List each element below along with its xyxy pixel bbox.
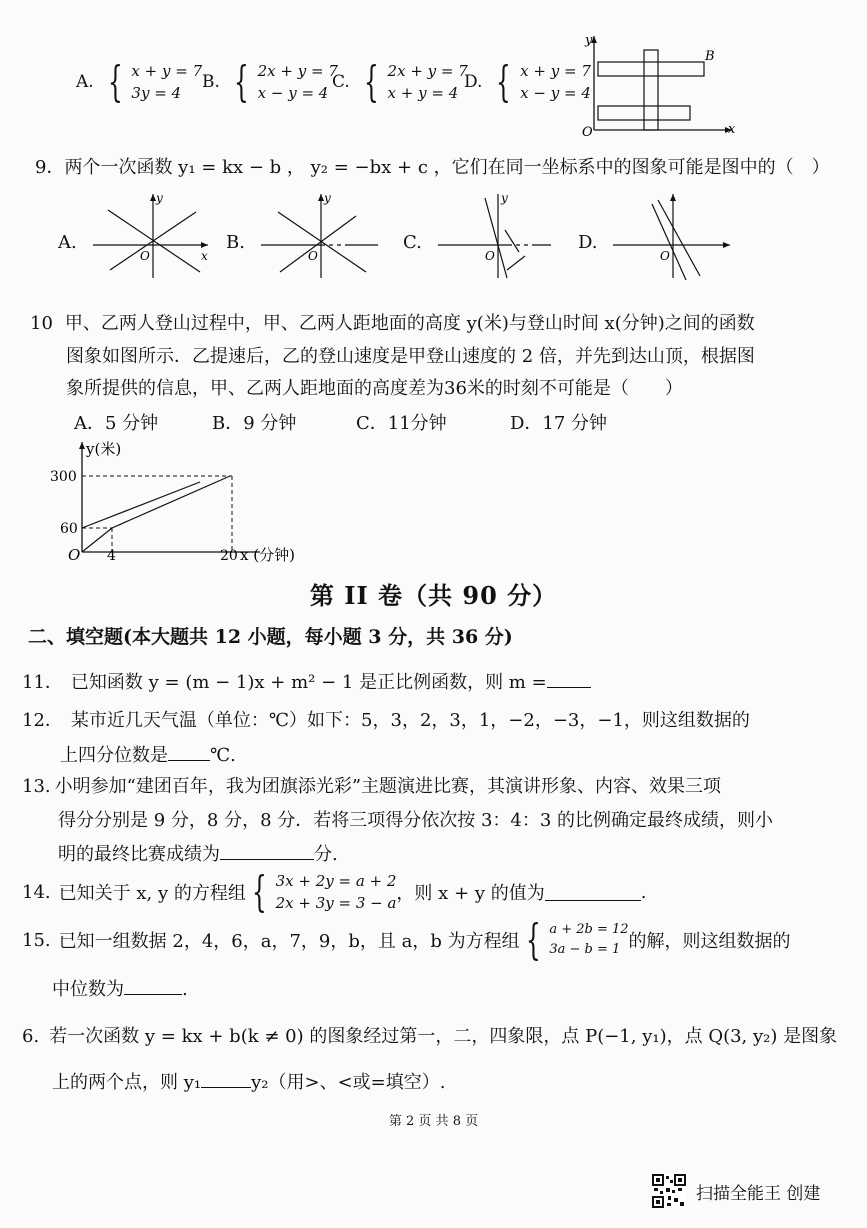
line-yi (82, 476, 230, 552)
q9-graph-d (608, 190, 738, 280)
origin-label: O (582, 125, 593, 140)
q10-line2: 图象如图所示．乙提速后，乙的登山速度是甲登山速度的 2 倍，并先到达山顶，根据图 (66, 346, 755, 367)
tick-4: 4 (107, 548, 116, 564)
q10-option-a[interactable]: A．5 分钟 (74, 413, 159, 434)
svg-text:x: x (201, 249, 208, 263)
bar-top (598, 62, 704, 76)
svg-text:O: O (485, 249, 495, 263)
q13-blank[interactable] (220, 843, 314, 860)
q14: 14. 已知关于 x, y 的方程组 { 3x + 2y = a + 2 2x + 3y = 3 − a ，则 x + y 的值为 . (22, 867, 647, 916)
q13-line2: 得分分别是 9 分，8 分，8 分．若将三项得分依次按 3：4：3 的比例确定最终成绩，则小 (58, 810, 774, 831)
q9-option-b[interactable]: B. (226, 232, 245, 253)
q9-option-c[interactable]: C. (403, 232, 422, 253)
y-axis-label: y(米) (86, 440, 122, 458)
svg-text:O: O (660, 249, 670, 263)
section-heading: 二、填空题(本大题共 12 小题，每小题 3 分，共 36 分) (28, 626, 513, 648)
q9-graph-c (433, 190, 563, 280)
q16-line2: 上的两个点，则 y₁ y₂（用>、<或=填空）. (52, 1072, 446, 1093)
q13-line1: 13. 小明参加“建团百年，我为团旗添光彩”主题演进比赛，其演讲形象、内容、效果三项 (22, 776, 722, 797)
svg-text:O: O (308, 249, 318, 263)
line-jia (82, 482, 200, 528)
q14-blank[interactable] (545, 884, 641, 901)
y-label: y (585, 33, 593, 48)
svg-text:y: y (156, 191, 163, 205)
svg-text:O: O (140, 249, 150, 263)
q15-line1: 15. 已知一组数据 2，4，6，a，7，9，b，且 a，b 为方程组 { a + 2b = 12 3a − b = 1 的解，则这组数据的 (22, 915, 791, 964)
q10-option-b[interactable]: B．9 分钟 (212, 413, 297, 434)
q8-option-d[interactable]: D. { x + y = 7 x − y = 4 (464, 57, 591, 106)
q16-line1: 6. 若一次函数 y = kx + b(k ≠ 0) 的图象经过第一，二，四象限，点 P(−1, y₁)，点 Q(3, y₂) 是图象 (22, 1026, 838, 1047)
point-b-label: B (705, 49, 715, 64)
q8-option-a[interactable]: A. { x + y = 7 3y = 4 (76, 57, 203, 106)
q12-blank[interactable] (168, 744, 210, 761)
q10-line1: 10 甲、乙两人登山过程中，甲、乙两人距地面的高度 y(米)与登山时间 x(分钟)之间的函数 (30, 313, 755, 334)
tick-60: 60 (60, 521, 78, 537)
q10-option-d[interactable]: D．17 分钟 (510, 413, 608, 434)
tick-300: 300 (50, 469, 77, 485)
section-title: 第 II 卷（共 90 分） (309, 581, 558, 610)
q16-blank[interactable] (201, 1071, 251, 1088)
qr-code-icon (652, 1174, 686, 1208)
tick-20: 20 (220, 548, 238, 564)
x-label: x (728, 122, 736, 137)
q11: 11． 已知函数 y = (m − 1)x + m² − 1 是正比例函数，则 m = (22, 668, 591, 694)
q12-line2: 上四分位数是 ℃. (60, 745, 236, 766)
q13-line3: 明的最终比赛成绩为 分. (58, 844, 338, 865)
svg-text:y: y (501, 191, 508, 205)
origin-label: O (68, 546, 81, 564)
q9-graph-b (256, 190, 386, 280)
q9-graphs (58, 190, 818, 280)
q10-option-c[interactable]: C．11分钟 (356, 413, 447, 434)
q15-blank[interactable] (124, 978, 182, 995)
q9-graph-a (88, 190, 218, 280)
svg-text:y: y (324, 191, 331, 205)
q9-option-a[interactable]: A. (58, 232, 77, 253)
watermark-text: 扫描全能王 创建 (696, 1183, 821, 1204)
q10-graph (50, 436, 320, 566)
page-footer: 第 2 页 共 8 页 (388, 1114, 479, 1129)
q10-line3: 象所提供的信息，甲、乙两人距地面的高度差为36米的时刻不可能是（ ） (66, 378, 683, 399)
q8-figure (572, 30, 742, 140)
q12-line1: 12． 某市近几天气温（单位：℃）如下：5，3，2，3，1，−2，−3，−1，则这组数据的 (22, 710, 750, 731)
x-axis-label: x (分钟) (240, 546, 295, 564)
watermark (652, 1174, 820, 1208)
q8-option-c[interactable]: C. { 2x + y = 7 x + y = 4 (332, 57, 468, 106)
q9-option-d[interactable]: D. (578, 232, 598, 253)
q11-blank[interactable] (547, 671, 591, 688)
q9-stem: 9．两个一次函数 y₁ = kx − b ， y₂ = −bx + c ，它们在同一坐标系中的图象可能是图中的（ ） (35, 157, 830, 178)
q15-line2: 中位数为 . (52, 979, 188, 1000)
q8-option-b[interactable]: B. { 2x + y = 7 x − y = 4 (202, 57, 338, 106)
